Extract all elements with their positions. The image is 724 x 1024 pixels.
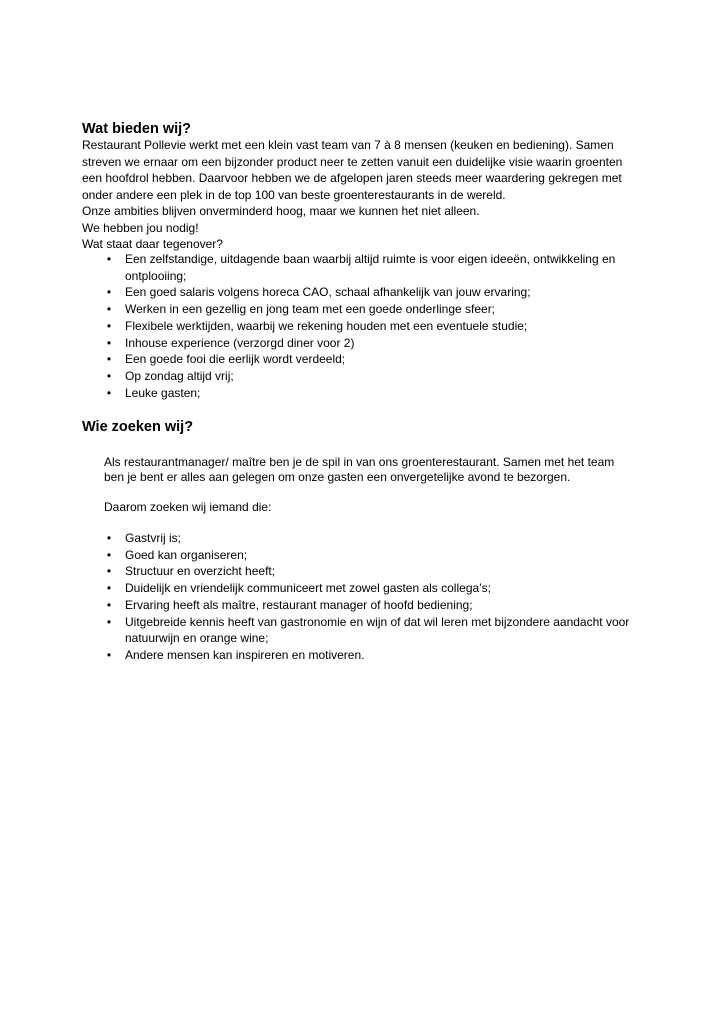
list-item-text-continued: ontplooiing; xyxy=(125,268,187,283)
bullet-icon: • xyxy=(106,252,112,266)
section-heading-wat-bieden-wij: Wat bieden wij? xyxy=(82,121,192,137)
list-item-text: Goed kan organiseren; xyxy=(125,547,248,562)
bullet-icon: • xyxy=(106,318,112,333)
list-item xyxy=(104,368,615,385)
list-item xyxy=(104,335,615,352)
list-item xyxy=(104,547,629,564)
bullet-icon: • xyxy=(106,335,112,350)
intro-line: We hebben jou nodig! xyxy=(82,220,199,235)
bullet-icon: • xyxy=(106,302,112,317)
bullet-icon: • xyxy=(106,531,112,545)
list-item-text: Een zelfstandige, uitdagende baan waarbij altijd ruimte is voor eigen ideeën, ontwikkeling en xyxy=(125,252,616,266)
list-item-text-continued: natuurwijn en orange wine; xyxy=(125,631,269,646)
list-item xyxy=(104,530,629,547)
list-item-text: Gastvrij is; xyxy=(125,531,182,545)
list-item xyxy=(104,318,615,335)
list-item xyxy=(104,301,615,318)
list-item xyxy=(104,385,615,402)
intro-paragraph xyxy=(82,137,662,253)
bullet-icon: • xyxy=(106,581,112,596)
bullet-icon: • xyxy=(106,352,112,367)
list-item-text: Structuur en overzicht heeft; xyxy=(125,564,276,579)
list-item xyxy=(104,284,615,301)
list-item xyxy=(104,580,629,597)
list-item xyxy=(104,351,615,368)
bullet-icon: • xyxy=(106,368,112,383)
list-item-text: Op zondag altijd vrij; xyxy=(125,368,234,383)
intro-line: een hoofdrol hebben. Daarvoor hebben we de afgelopen jaren steeds meer waardering gekregen met xyxy=(82,171,622,185)
list-item-text: Andere mensen kan inspireren en motiveren. xyxy=(125,647,365,662)
bullet-icon: • xyxy=(106,564,112,579)
section-heading-wie-zoeken-wij: Wie zoeken wij? xyxy=(82,419,194,435)
requirements-bullet-list xyxy=(104,530,629,664)
intro-line: Wat staat daar tegenover? xyxy=(82,237,223,251)
list-item-text: Een goed salaris volgens horeca CAO, schaal afhankelijk van jouw ervaring; xyxy=(125,285,531,300)
list-item-text: Duidelijk en vriendelijk communiceert met zowel gasten als collega’s; xyxy=(125,581,491,596)
bullet-icon: • xyxy=(106,285,112,300)
bullet-icon: • xyxy=(106,385,112,400)
role-paragraph-line: Als restaurantmanager/ maître ben je de spil in van ons groenterestaurant. Samen met het team xyxy=(104,455,615,469)
bullet-icon: • xyxy=(106,647,112,662)
list-item-text: Werken in een gezellig en jong team met een goede onderlinge sfeer; xyxy=(125,302,496,317)
bullet-icon: • xyxy=(106,547,112,562)
list-item-text: Ervaring heeft als maître, restaurant manager of hoofd bediening; xyxy=(125,597,473,612)
list-item xyxy=(104,597,629,614)
list-item-text: Een goede fooi die eerlijk wordt verdeeld; xyxy=(125,352,346,367)
bullet-icon: • xyxy=(106,614,112,629)
intro-line: Onze ambities blijven onverminderd hoog, maar we kunnen het niet alleen. xyxy=(82,204,480,218)
list-item xyxy=(104,251,615,284)
search-lead-text: Daarom zoeken wij iemand die: xyxy=(104,500,272,514)
role-paragraph-line: ben je bent er alles aan gelegen om onze gasten een onvergetelijke avond te bezorgen. xyxy=(104,470,571,484)
list-item xyxy=(104,614,629,647)
list-item xyxy=(104,563,629,580)
list-item-text: Uitgebreide kennis heeft van gastronomie en wijn of dat wil leren met bijzondere aandacht voor xyxy=(125,614,630,629)
intro-line: onder andere een plek in de top 100 van beste groenterestaurants in de wereld. xyxy=(82,187,506,202)
bullet-icon: • xyxy=(106,597,112,612)
intro-line: Restaurant Pollevie werkt met een klein vast team van 7 à 8 mensen (keuken en bediening). Samen xyxy=(82,138,614,152)
offer-bullet-list xyxy=(104,251,615,401)
list-item-text: Flexibele werktijden, waarbij we rekening houden met een eventuele studie; xyxy=(125,318,528,333)
list-item xyxy=(104,647,629,664)
role-paragraph xyxy=(104,455,614,485)
list-item-text: Leuke gasten; xyxy=(125,385,201,400)
intro-line: streven we ernaar om een bijzonder product neer te zetten vanuit een duidelijke visie waarin groenten xyxy=(82,154,623,169)
list-item-text: Inhouse experience (verzorgd diner voor 2) xyxy=(125,335,355,350)
